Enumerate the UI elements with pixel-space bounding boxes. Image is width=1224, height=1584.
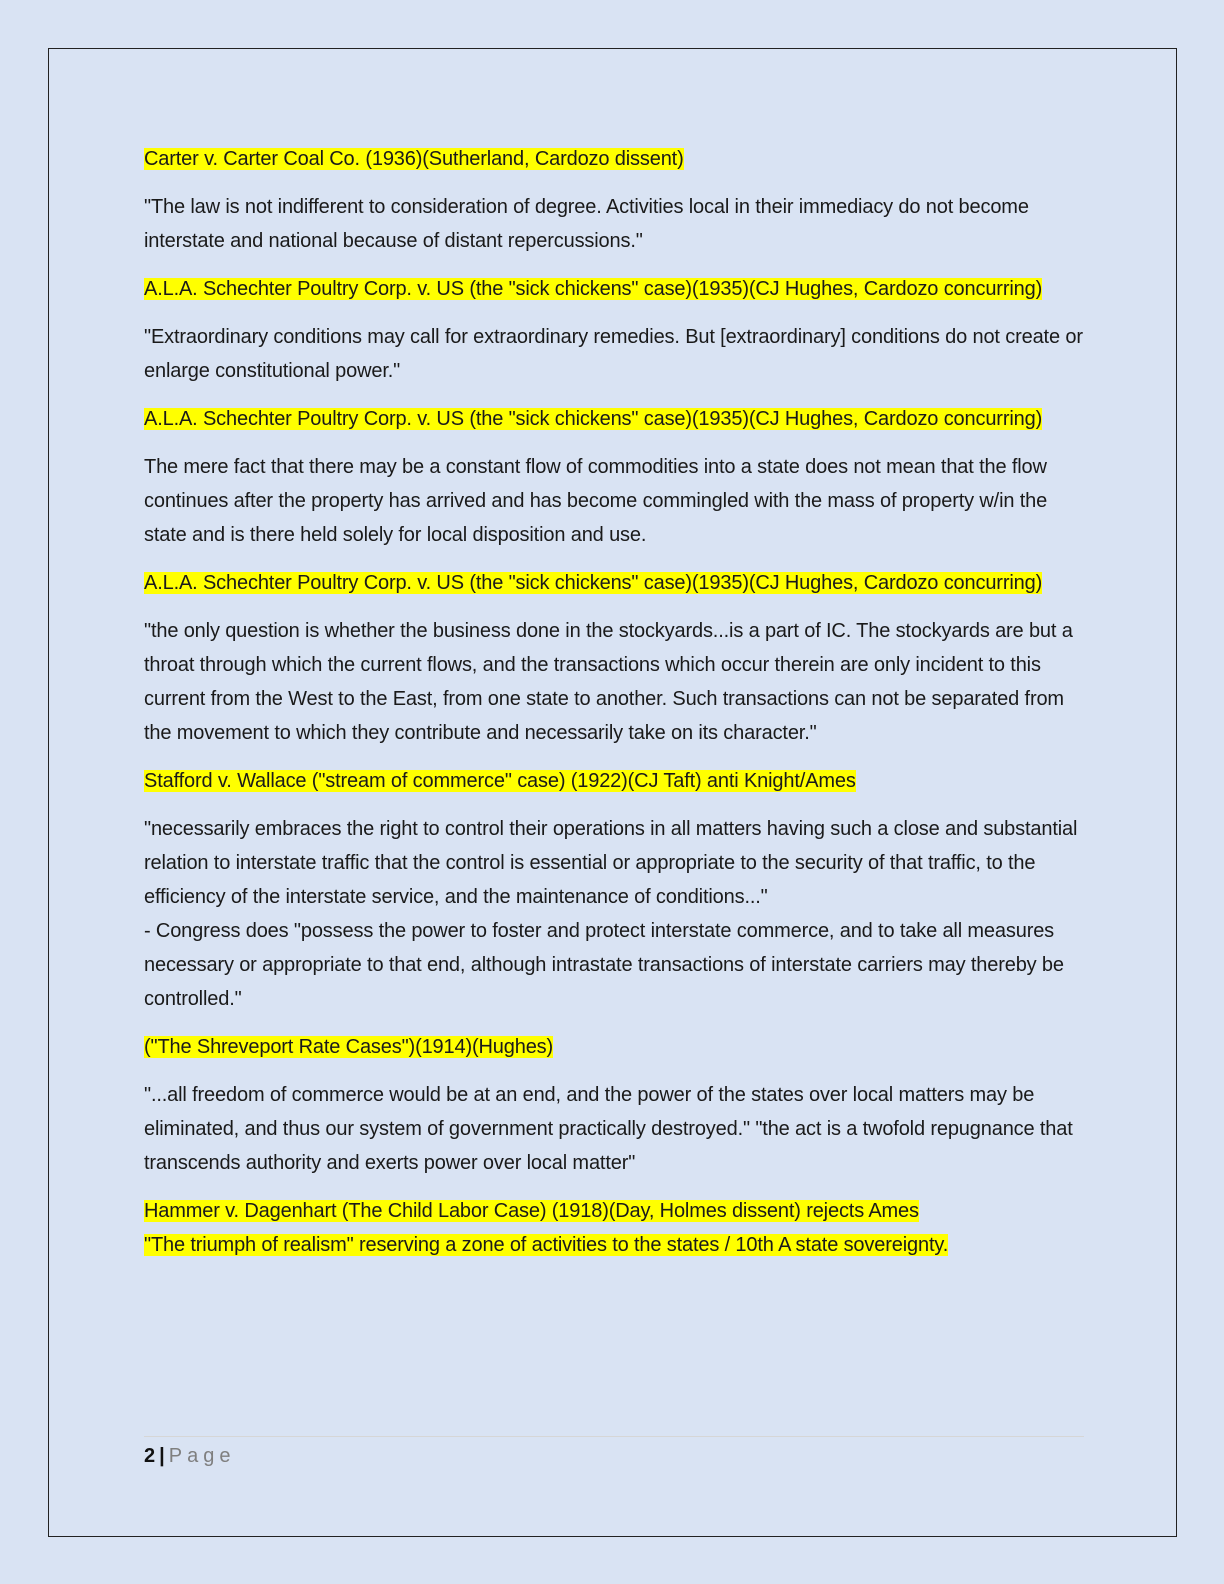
case-entry: [144, 142, 1084, 258]
page-number: 2: [144, 1445, 156, 1467]
case-title-highlight: A.L.A. Schechter Poultry Corp. v. US (the "sick chickens" case)(1935)(CJ Hughes, Cardozo concurring): [144, 408, 1043, 430]
case-entry: [144, 402, 1084, 552]
footer-separator: |: [159, 1445, 165, 1467]
case-title: [144, 142, 1084, 176]
document-body: [144, 142, 1084, 1276]
case-title: [144, 1194, 1084, 1262]
case-entry-last: [144, 1194, 1084, 1262]
case-entry: [144, 1030, 1084, 1180]
case-title-highlight: Hammer v. Dagenhart (The Child Labor Case) (1918)(Day, Holmes dissent) rejects Ames: [144, 1200, 919, 1222]
case-title-highlight: Carter v. Carter Coal Co. (1936)(Sutherland, Cardozo dissent): [144, 148, 684, 170]
case-entry: [144, 566, 1084, 750]
case-quote: "Extraordinary conditions may call for extraordinary remedies. But [extraordinary] conditions do not create or enlarge constitutional power.": [144, 326, 1083, 382]
page-footer: [144, 1436, 1084, 1471]
case-quote: "...all freedom of commerce would be at an end, and the power of the states over local matters may be eliminated, and thus our system of government practically destroyed." "the act is a twofold repugnance that transcends authority and exerts power over local matter": [144, 1084, 1073, 1174]
case-title-highlight: A.L.A. Schechter Poultry Corp. v. US (the "sick chickens" case)(1935)(CJ Hughes, Cardozo concurring): [144, 572, 1043, 594]
page-label: Page: [168, 1445, 236, 1467]
case-title-highlight: Stafford v. Wallace ("stream of commerce" case) (1922)(CJ Taft) anti Knight/Ames: [144, 770, 856, 792]
case-entry: [144, 272, 1084, 388]
case-title: [144, 566, 1084, 600]
case-quote: "necessarily embraces the right to control their operations in all matters having such a close and substantial relation to interstate traffic that the control is essential or appropriate to the security of that traffic, to the efficiency of the interstate service, and the maintenance of conditions..." - Congress does "possess the power to foster and protect interstate commerce, and to take all measures necessary or appropriate to that end, although intrastate transactions of interstate carriers may thereby be controlled.": [144, 818, 1078, 1010]
case-entry: [144, 764, 1084, 1016]
case-title: [144, 272, 1084, 306]
case-quote: "the only question is whether the business done in the stockyards...is a part of IC. The stockyards are but a throat through which the current flows, and the transactions which occur therein are only incident to this current from the West to the East, from one state to another. Such transactions can not be separated from the movement to which they contribute and necessarily take on its character.": [144, 620, 1073, 744]
case-title: [144, 764, 1084, 798]
case-title: [144, 402, 1084, 436]
case-quote: The mere fact that there may be a constant flow of commodities into a state does not mean that the flow continues after the property has arrived and has become commingled with the mass of property w/in the state and is there held solely for local disposition and use.: [144, 456, 1048, 546]
case-title: [144, 1030, 1084, 1064]
case-title-highlight: ("The Shreveport Rate Cases")(1914)(Hughes): [144, 1036, 554, 1058]
case-title-highlight: "The triumph of realism" reserving a zone of activities to the states / 10th A state sovereignty.: [144, 1234, 949, 1256]
case-quote: "The law is not indifferent to consideration of degree. Activities local in their immediacy do not become interstate and national because of distant repercussions.": [144, 196, 1029, 252]
case-title-highlight: A.L.A. Schechter Poultry Corp. v. US (the "sick chickens" case)(1935)(CJ Hughes, Cardozo concurring): [144, 278, 1043, 300]
